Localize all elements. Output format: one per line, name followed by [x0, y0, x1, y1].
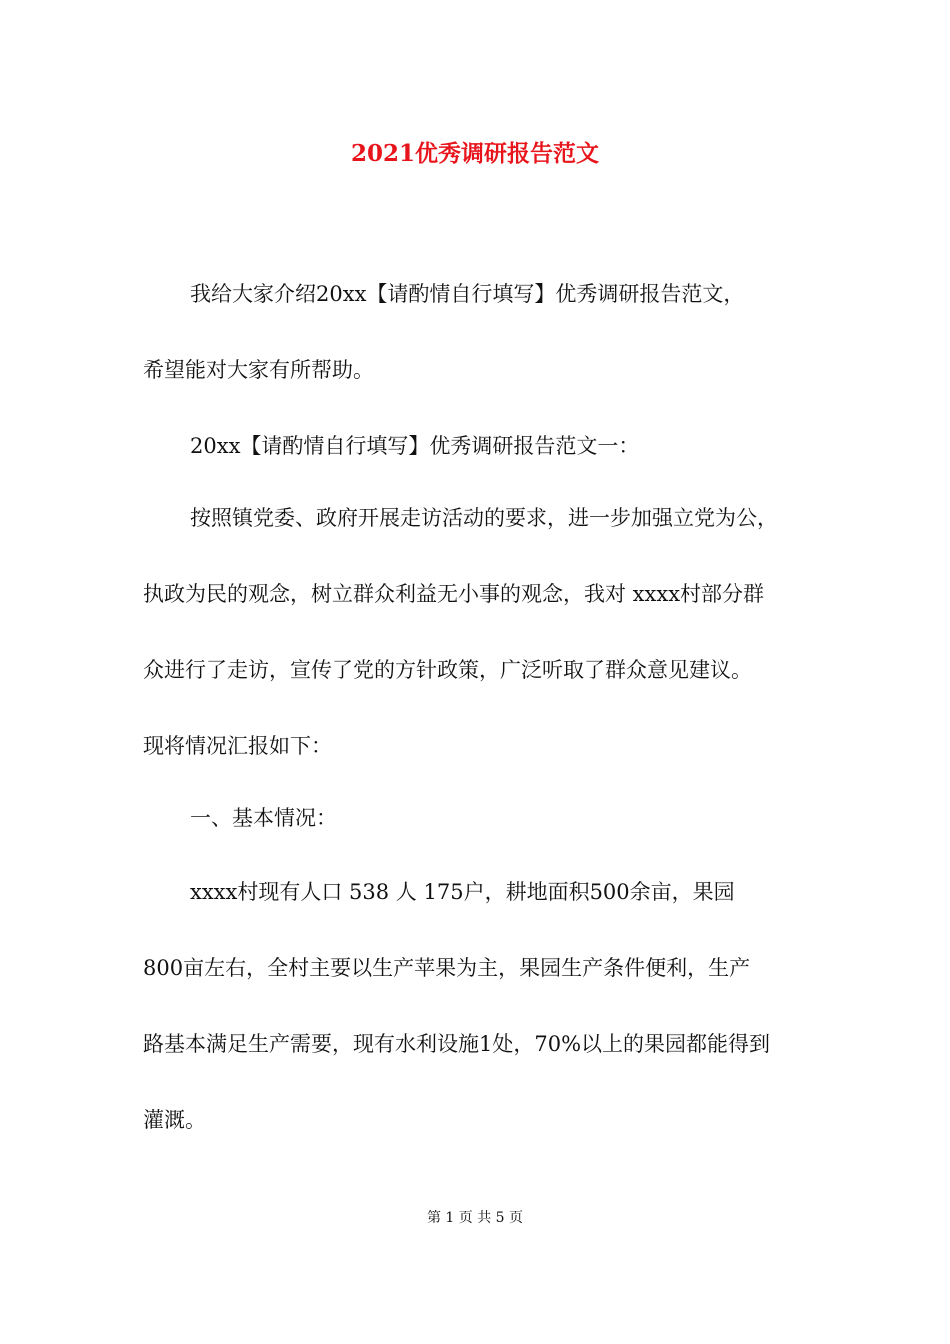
- document-title: 2021优秀调研报告范文: [350, 140, 599, 167]
- paragraph-line: xxxx村现有人口 538 人 175户，耕地面积500余亩，果园: [190, 880, 735, 904]
- paragraph-intro: [143, 256, 823, 408]
- paragraph-line: 现将情况汇报如下：: [143, 734, 332, 758]
- section-heading-basic-info: [143, 780, 823, 856]
- paragraph-heading-example-one: [143, 408, 823, 484]
- paragraph-village-info: [143, 854, 823, 1158]
- paragraph-line: 800亩左右，全村主要以生产苹果为主，果园生产条件便利，生产: [143, 956, 751, 980]
- paragraph-line: 执政为民的观念，树立群众利益无小事的观念，我对 xxxx村部分群: [143, 582, 765, 606]
- paragraph-line: 20xx【请酌情自行填写】优秀调研报告范文一：: [190, 434, 640, 458]
- paragraph-line: 路基本满足生产需要，现有水利设施1处，70%以上的果园都能得到: [143, 1032, 771, 1056]
- page-number-footer: 第 1 页 共 5 页: [426, 1210, 524, 1226]
- paragraph-line: 众进行了走访，宣传了党的方针政策，广泛听取了群众意见建议。: [143, 658, 752, 682]
- paragraph-line: 一、基本情况：: [190, 806, 337, 830]
- paragraph-line: 希望能对大家有所帮助。: [143, 358, 374, 382]
- paragraph-line: 我给大家介绍20xx【请酌情自行填写】优秀调研报告范文，: [190, 282, 745, 306]
- paragraph-visit-summary: [143, 480, 823, 784]
- paragraph-line: 按照镇党委、政府开展走访活动的要求，进一步加强立党为公，: [190, 506, 778, 530]
- paragraph-line: 灌溉。: [143, 1108, 206, 1132]
